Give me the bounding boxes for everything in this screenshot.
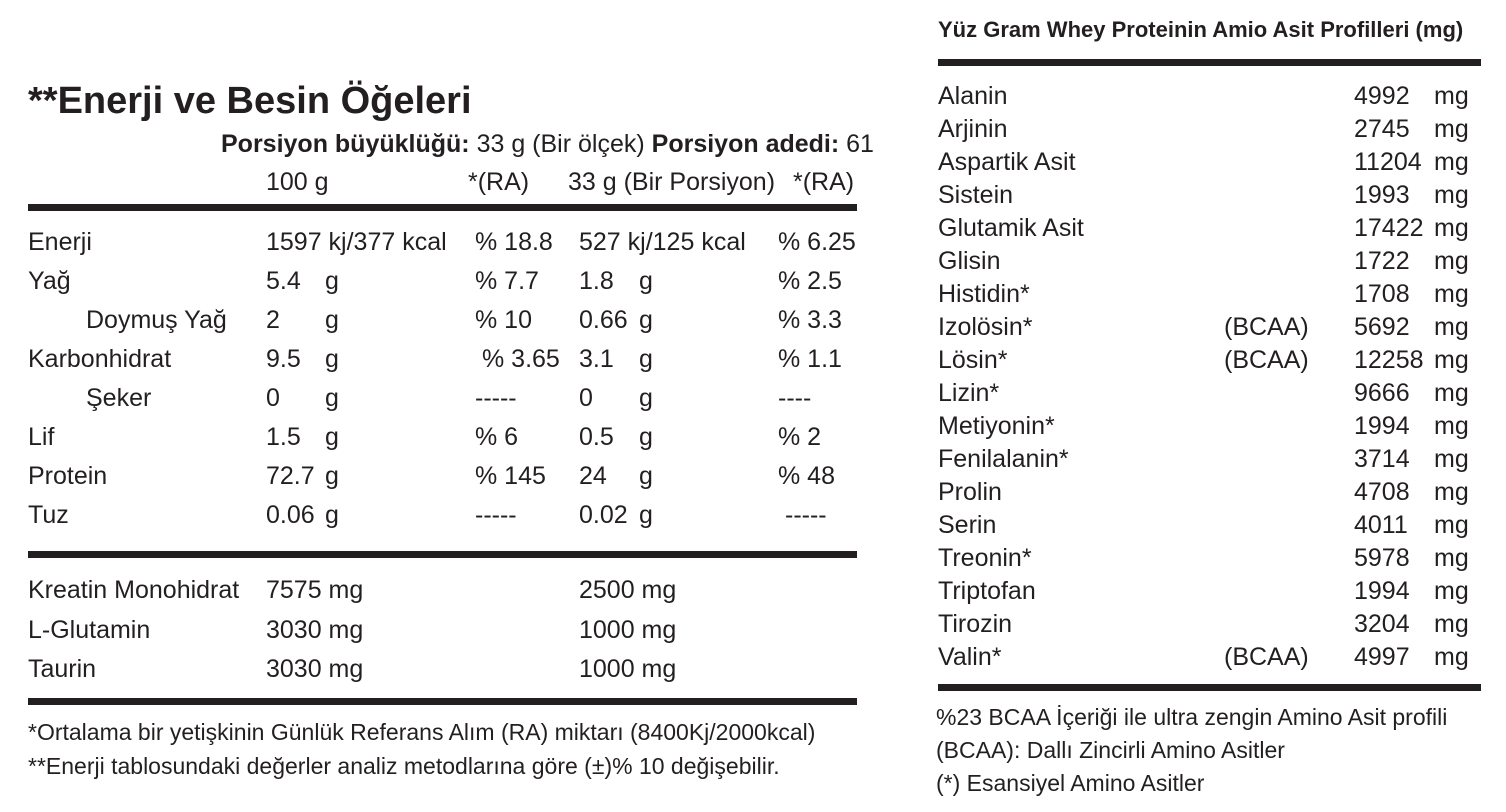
ra-100g: ----- (475, 501, 517, 529)
amino-name: Metiyonin* (938, 412, 1055, 440)
amino-value: 2745 (1354, 115, 1410, 143)
value-portion: 3.1 (579, 345, 614, 373)
amino-unit: mg (1434, 577, 1469, 605)
amino-name: Serin (938, 511, 997, 539)
amino-unit: mg (1434, 544, 1469, 572)
ra-portion: ---- (778, 384, 812, 412)
ra-portion: % 1.1 (778, 345, 842, 373)
amino-value: 3204 (1354, 610, 1410, 638)
amino-unit: mg (1434, 511, 1469, 539)
row-label: Kreatin Monohidrat (28, 576, 240, 604)
unit-100g: g (325, 501, 339, 529)
ra-100g: % 3.65 (482, 345, 560, 373)
row-label: Doymuş Yağ (86, 306, 227, 334)
amino-unit: mg (1434, 478, 1469, 506)
amino-note-essential: (*) Esansiyel Amino Asitler (936, 770, 1205, 796)
row-label: Taurin (28, 655, 97, 683)
serving-size-value: 33 g (Bir ölçek) (476, 130, 645, 158)
amino-unit: mg (1434, 115, 1469, 143)
amino-note-bcaa-content: %23 BCAA İçeriği ile ultra zengin Amino Asit profili (936, 704, 1448, 730)
footnote-ra: *Ortalama bir yetişkinin Günlük Referans Alım (RA) miktarı (8400Kj/2000kcal) (28, 719, 816, 745)
row-label: Tuz (28, 501, 69, 529)
row-label: L-Glutamin (28, 616, 151, 644)
value-100g: 9.5 (266, 345, 301, 373)
nutrition-middle-rule (28, 551, 857, 558)
amino-unit: mg (1434, 610, 1469, 638)
header-portion: 33 g (Bir Porsiyon) (568, 168, 776, 196)
amino-value: 5692 (1354, 313, 1410, 341)
amino-name: Arjinin (938, 115, 1008, 143)
amino-name: Fenilalanin* (938, 445, 1069, 473)
amino-value: 4708 (1354, 478, 1410, 506)
header-ra-1: *(RA) (468, 168, 530, 196)
amino-unit: mg (1434, 280, 1469, 308)
ra-portion: % 2 (778, 423, 822, 451)
row-label: Lif (28, 423, 55, 451)
ra-100g: % 7.7 (475, 267, 539, 295)
amino-name: Treonin* (938, 544, 1032, 572)
amino-value: 1993 (1354, 181, 1410, 209)
serving-info (221, 130, 874, 159)
amino-note-bcaa-definition: (BCAA): Dallı Zincirli Amino Asitler (936, 737, 1285, 763)
row-label: Karbonhidrat (28, 345, 172, 373)
footnote-energy: **Enerji tablosundaki değerler analiz metodlarına göre (±)% 10 değişebilir. (28, 753, 780, 779)
amino-name: Sistein (938, 181, 1014, 209)
amino-name: Tirozin (938, 610, 1013, 638)
ra-portion: ----- (785, 501, 827, 529)
amino-value: 11204 (1354, 148, 1422, 176)
value-portion: 1000 mg (579, 655, 677, 683)
ra-100g: % 145 (475, 462, 546, 490)
value-100g: 3030 mg (266, 655, 364, 683)
amino-value: 12258 (1354, 346, 1424, 374)
value-portion: 1.8 (579, 267, 614, 295)
amino-value: 1994 (1354, 412, 1410, 440)
amino-value: 4997 (1354, 643, 1410, 671)
amino-unit: mg (1434, 643, 1469, 671)
amino-name: Prolin (938, 478, 1002, 506)
amino-top-rule (938, 59, 1481, 66)
amino-unit: mg (1434, 82, 1469, 110)
unit-portion: g (639, 306, 653, 334)
nutrition-bottom-rule (28, 698, 857, 705)
amino-name: Lösin* (938, 346, 1008, 374)
nutrition-top-rule (28, 204, 857, 211)
ra-portion: % 3.3 (778, 306, 842, 334)
amino-unit: mg (1434, 379, 1469, 407)
amino-value: 4992 (1354, 82, 1410, 110)
value-portion: 0 (579, 384, 593, 412)
unit-portion: g (639, 384, 653, 412)
amino-title: Yüz Gram Whey Proteinin Amio Asit Profilleri (mg) (938, 17, 1464, 42)
amino-unit: mg (1434, 346, 1469, 374)
amino-name: Lizin* (938, 379, 1000, 407)
amino-name: Valin* (938, 643, 1002, 671)
amino-value: 5978 (1354, 544, 1410, 572)
header-ra-2: *(RA) (793, 168, 855, 196)
serving-size-label: Porsiyon büyüklüğü: (221, 130, 470, 158)
unit-100g: g (325, 423, 339, 451)
header-100g: 100 g (266, 168, 329, 196)
value-portion: 0.02 (579, 501, 628, 529)
value-100g: 7575 mg (266, 576, 364, 604)
amino-name: Triptofan (938, 577, 1036, 605)
amino-unit: mg (1434, 247, 1469, 275)
value-portion: 527 kj/125 kcal (579, 228, 746, 256)
ra-portion: % 48 (778, 462, 835, 490)
ra-100g: % 10 (475, 306, 532, 334)
value-portion: 1000 mg (579, 616, 677, 644)
amino-unit: mg (1434, 313, 1469, 341)
amino-unit: mg (1434, 214, 1469, 242)
unit-100g: g (325, 345, 339, 373)
unit-portion: g (639, 267, 653, 295)
amino-tag: (BCAA) (1224, 346, 1309, 374)
amino-unit: mg (1434, 181, 1469, 209)
amino-value: 1722 (1354, 247, 1410, 275)
amino-name: Izolösin* (938, 313, 1033, 341)
value-100g: 0.06 (266, 501, 315, 529)
amino-name: Alanin (938, 82, 1008, 110)
value-100g: 1.5 (266, 423, 301, 451)
amino-unit: mg (1434, 412, 1469, 440)
amino-name: Histidin* (938, 280, 1030, 308)
unit-portion: g (639, 462, 653, 490)
ra-100g: ----- (475, 384, 517, 412)
ra-100g: % 18.8 (475, 228, 553, 256)
value-100g: 0 (266, 384, 280, 412)
amino-value: 17422 (1354, 214, 1424, 242)
amino-name: Glisin (938, 247, 1001, 275)
row-label: Protein (28, 462, 108, 490)
amino-unit: mg (1434, 445, 1469, 473)
value-100g: 5.4 (266, 267, 301, 295)
ra-100g: % 6 (475, 423, 519, 451)
row-label: Yağ (28, 267, 71, 295)
unit-100g: g (325, 306, 339, 334)
amino-value: 1994 (1354, 577, 1410, 605)
ra-portion: % 6.25 (778, 228, 856, 256)
amino-value: 3714 (1354, 445, 1410, 473)
value-100g: 72.7 (266, 462, 315, 490)
amino-value: 1708 (1354, 280, 1410, 308)
amino-tag: (BCAA) (1224, 643, 1309, 671)
amino-value: 9666 (1354, 379, 1410, 407)
value-portion: 2500 mg (579, 576, 677, 604)
amino-tag: (BCAA) (1224, 313, 1309, 341)
value-portion: 0.66 (579, 306, 628, 334)
value-100g: 3030 mg (266, 616, 364, 644)
value-portion: 24 (579, 462, 607, 490)
unit-100g: g (325, 267, 339, 295)
amino-name: Glutamik Asit (938, 214, 1084, 242)
servings-label: Porsiyon adedi: (651, 130, 840, 158)
row-label: Şeker (86, 384, 152, 412)
amino-unit: mg (1434, 148, 1469, 176)
amino-value: 4011 (1354, 511, 1408, 539)
row-label: Enerji (28, 228, 92, 256)
nutrition-title: **Enerji ve Besin Öğeleri (28, 80, 472, 122)
servings-value: 61 (846, 130, 874, 158)
value-portion: 0.5 (579, 423, 614, 451)
unit-portion: g (639, 423, 653, 451)
amino-bottom-rule (938, 684, 1481, 691)
unit-100g: g (325, 462, 339, 490)
value-100g: 1597 kj/377 kcal (266, 228, 447, 256)
value-100g: 2 (266, 306, 280, 334)
unit-100g: g (325, 384, 339, 412)
ra-portion: % 2.5 (778, 267, 842, 295)
amino-name: Aspartik Asit (938, 148, 1076, 176)
unit-portion: g (639, 345, 653, 373)
unit-portion: g (639, 501, 653, 529)
